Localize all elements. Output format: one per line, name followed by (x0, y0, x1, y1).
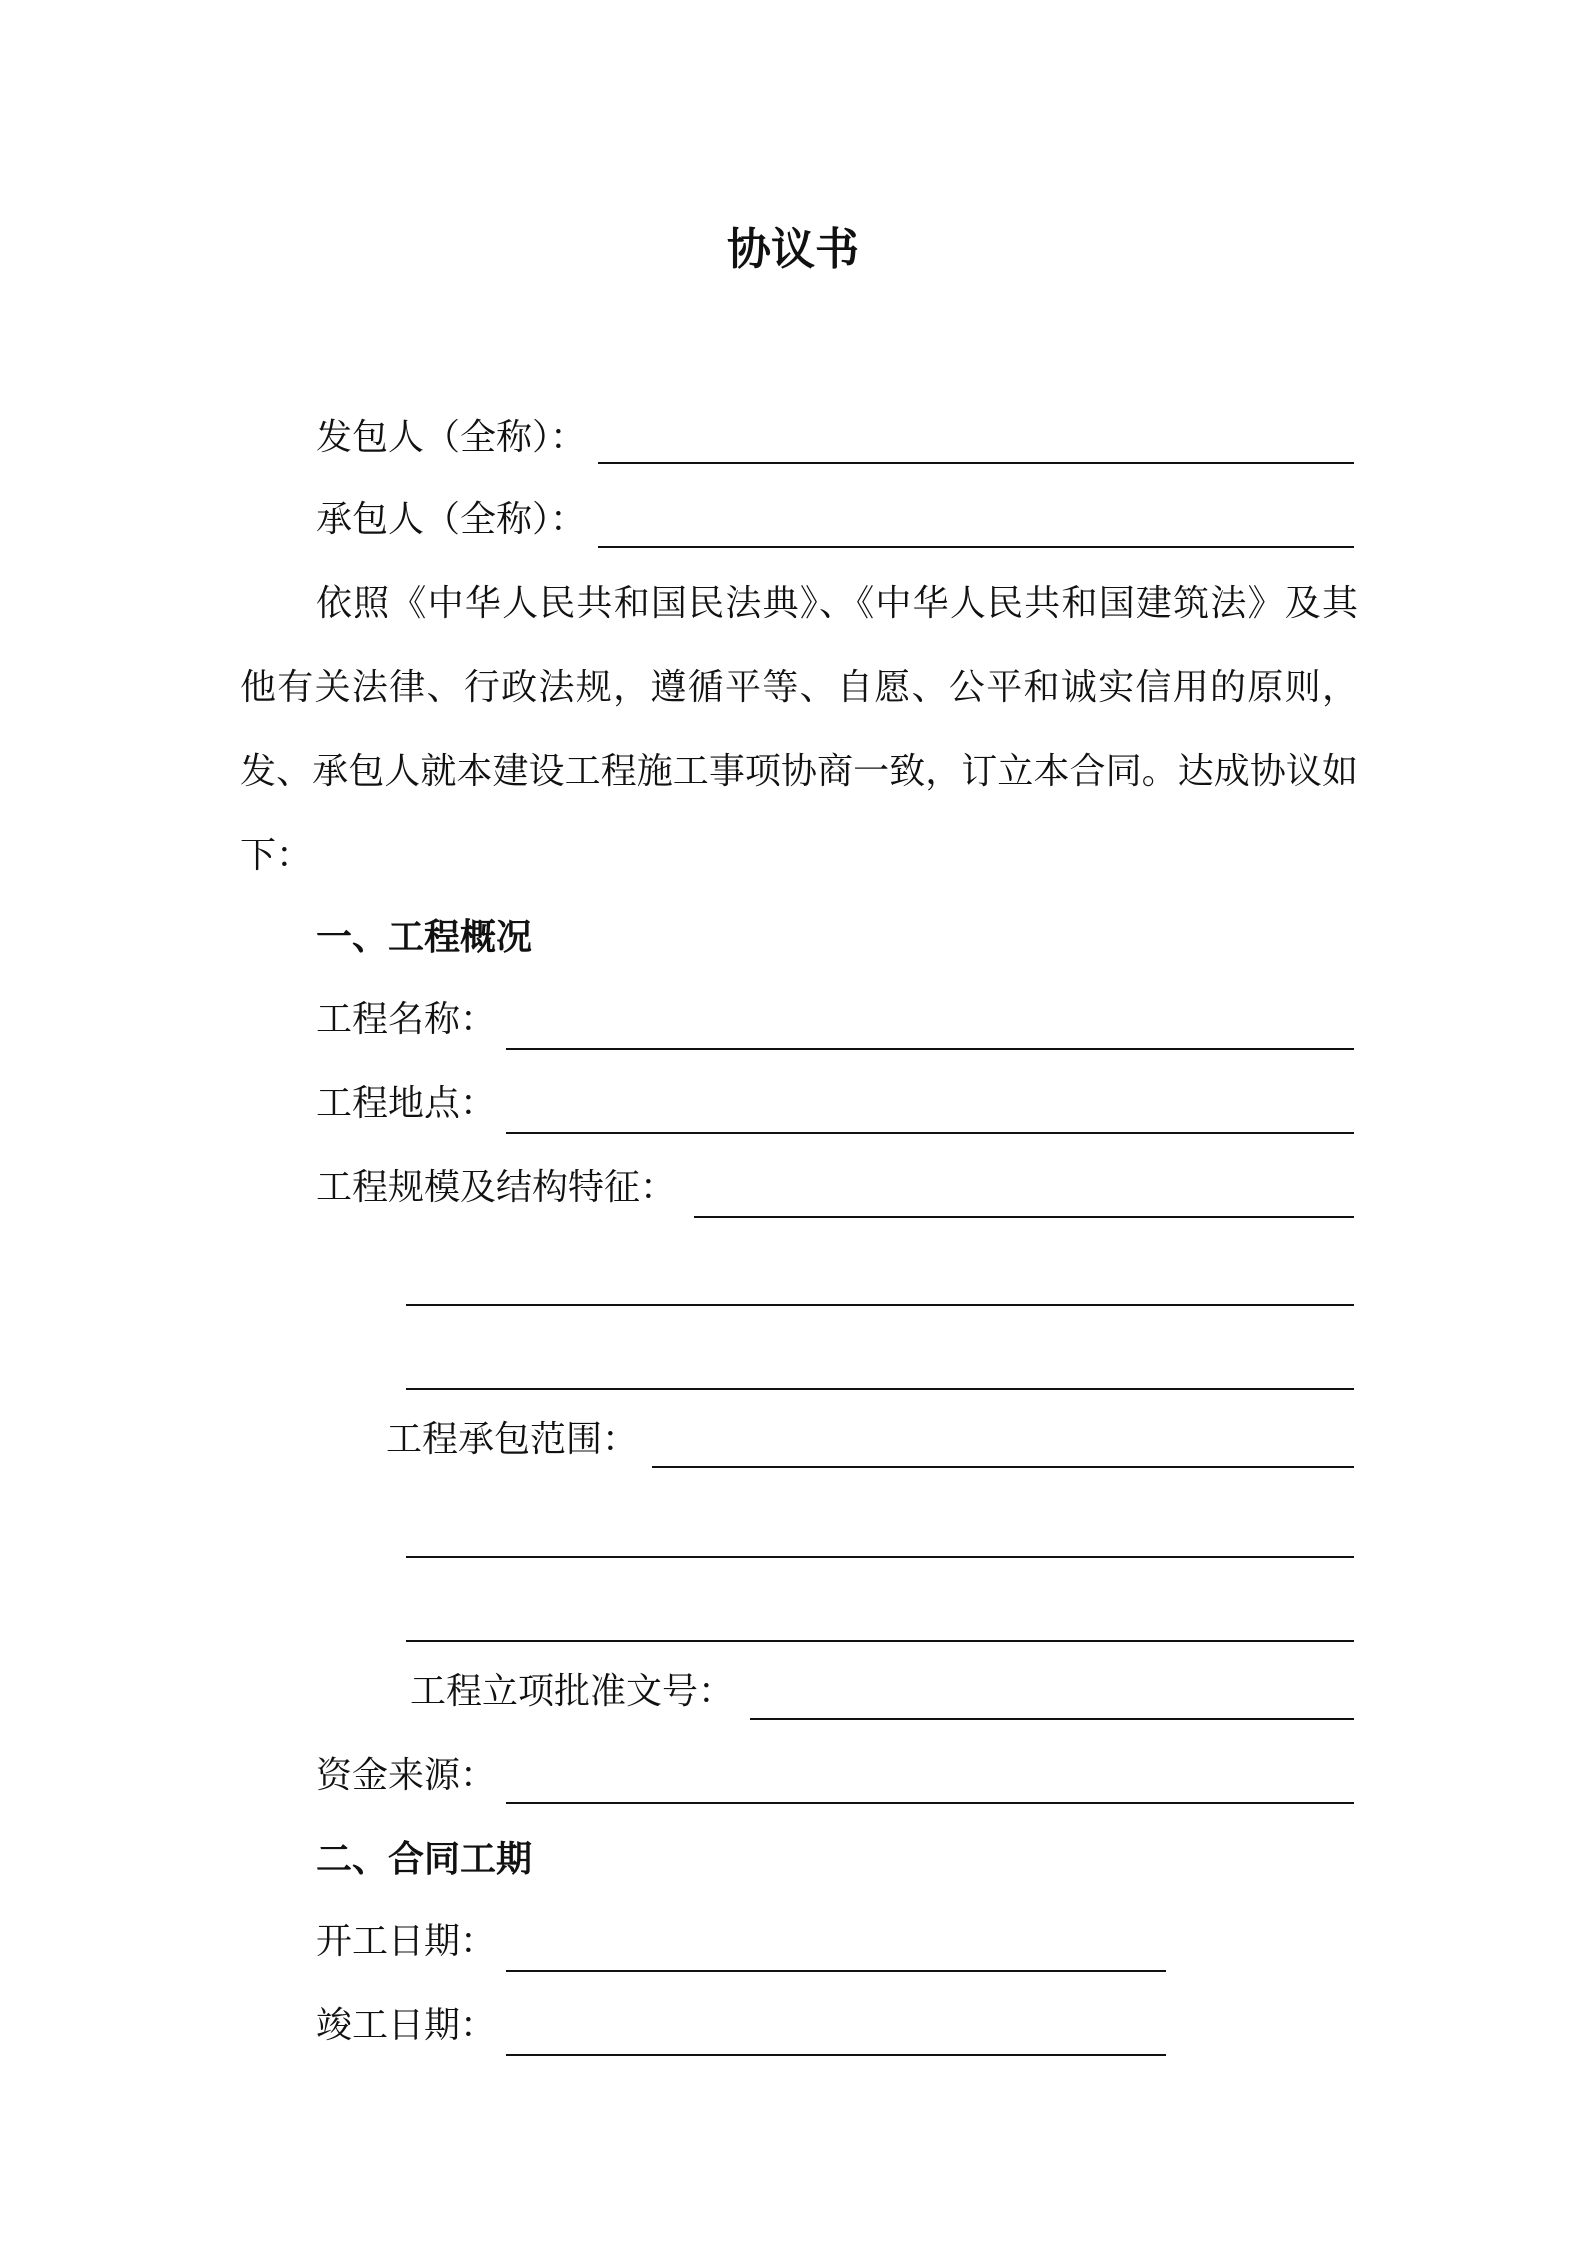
project-scope-field-line-2[interactable] (406, 1556, 1354, 1558)
project-name-label: 工程名称： (316, 999, 497, 1040)
completion-date-label: 竣工日期： (316, 2005, 497, 2046)
funding-source-label: 资金来源： (316, 1755, 497, 1796)
funding-source-field[interactable] (506, 1802, 1354, 1804)
completion-date-field[interactable] (506, 2054, 1166, 2056)
contractor-label: 承包人（全称）： (316, 499, 587, 540)
project-scope-field[interactable] (652, 1466, 1354, 1468)
employer-label: 发包人（全称）： (316, 417, 587, 458)
project-scale-label: 工程规模及结构特征： (316, 1167, 677, 1208)
section2-heading: 二、合同工期 (316, 1839, 533, 1880)
project-location-label: 工程地点： (316, 1083, 497, 1124)
project-scope-label: 工程承包范围： (386, 1419, 639, 1460)
project-location-field[interactable] (506, 1132, 1354, 1134)
start-date-field[interactable] (506, 1970, 1166, 1972)
project-scale-field[interactable] (694, 1216, 1354, 1218)
project-scope-field-line-3[interactable] (406, 1640, 1354, 1642)
preamble-paragraph: 依照《中华人民共和国民法典》、《中华人民共和国建筑法》及其他有关法律、行政法规，遵循平等、自愿、公平和诚实信用的原则，发、承包人就本建设工程施工事项协商一致，订立本合同。达成协议如下： (240, 583, 1358, 876)
contractor-field[interactable] (598, 546, 1354, 548)
project-scale-field-line-3[interactable] (406, 1388, 1354, 1390)
approval-number-field[interactable] (750, 1718, 1354, 1720)
approval-number-label: 工程立项批准文号： (410, 1671, 735, 1712)
project-scale-field-line-2[interactable] (406, 1304, 1354, 1306)
page-title: 协议书 (727, 224, 859, 275)
section1-heading: 一、工程概况 (316, 917, 533, 958)
start-date-label: 开工日期： (316, 1921, 497, 1962)
employer-field[interactable] (598, 462, 1354, 464)
project-name-field[interactable] (506, 1048, 1354, 1050)
